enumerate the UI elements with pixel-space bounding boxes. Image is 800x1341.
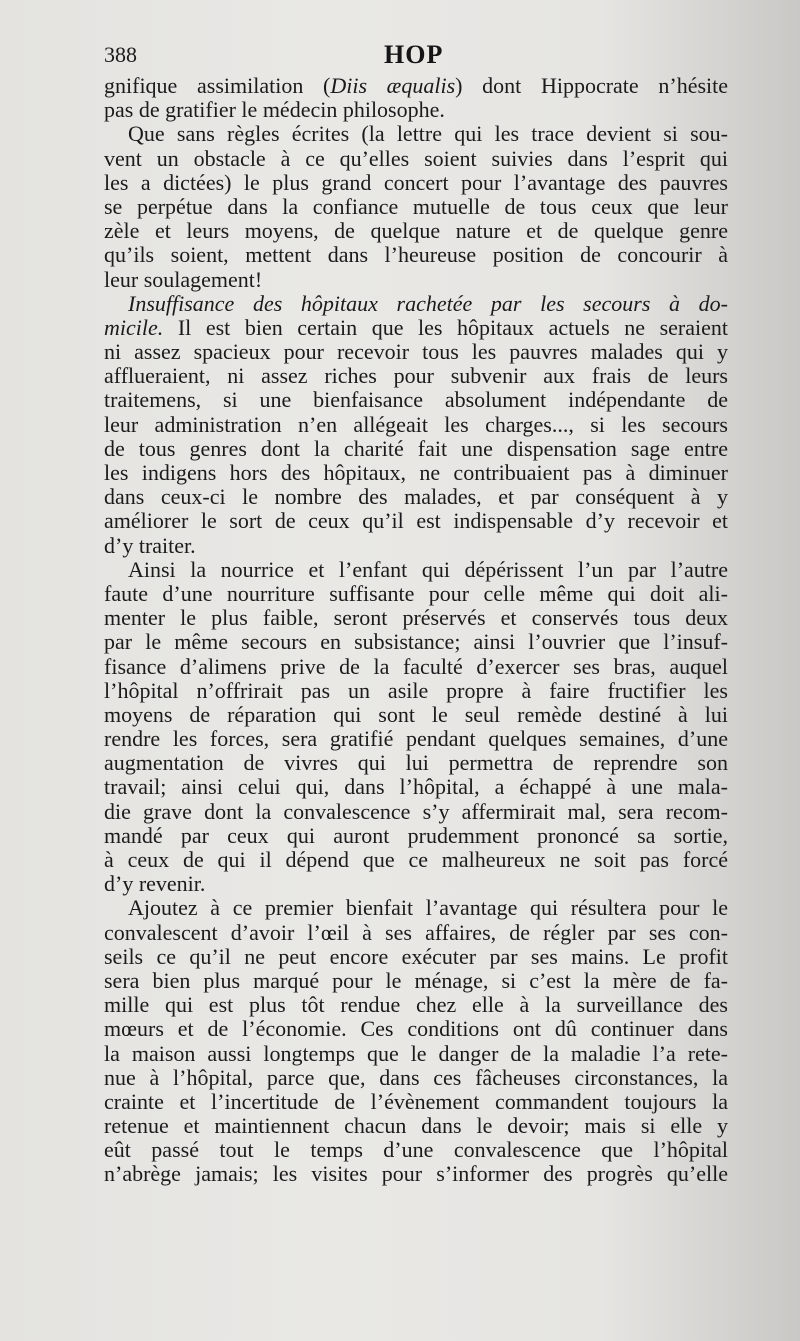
text-line: [104, 1042, 728, 1066]
text-segment: leur administration n’en allégeait les charges..., si les secours: [104, 411, 728, 437]
text-segment: vent un obstacle à ce qu’elles soient suivies dans l’esprit qui: [104, 145, 728, 171]
text-line: [104, 848, 728, 872]
text-line: [104, 509, 728, 533]
text-line: [104, 1114, 728, 1138]
text-segment: moyens de réparation qui sont le seul remède destiné à lui: [104, 701, 728, 727]
text-segment: améliorer le sort de ceux qu’il est indispensable d’y recevoir et: [104, 508, 728, 534]
text-segment: de tous genres dont la charité fait une dispensation sage entre: [104, 435, 728, 461]
text-line: [104, 896, 728, 920]
text-line: [104, 437, 728, 461]
text-line: [104, 1162, 728, 1186]
text-line: [104, 388, 728, 412]
text-segment: rendre les forces, sera gratifié pendant quelques semaines, d’une: [104, 726, 728, 752]
text-line: [104, 775, 728, 799]
text-segment: les a dictées) le plus grand concert pour l’avantage des pauvres: [104, 169, 728, 195]
text-line: [104, 340, 728, 364]
running-head: HOP: [384, 40, 444, 69]
page-number: 388: [104, 42, 137, 67]
text-segment: die grave dont la convalescence s’y affermirait mal, sera recom-: [104, 798, 728, 824]
text-line: [104, 993, 728, 1017]
text-line: [104, 703, 728, 727]
text-line: [104, 461, 728, 485]
text-segment: travail; ainsi celui qui, dans l’hôpital, a échappé à une mala-: [104, 774, 728, 800]
text-line: [104, 872, 728, 896]
text-line: [104, 485, 728, 509]
text-line: [104, 292, 728, 316]
text-segment: nue à l’hôpital, parce que, dans ces fâcheuses circonstances, la: [104, 1064, 728, 1090]
text-line: [104, 1090, 728, 1114]
text-segment: ) dont Hippocrate n’hésite: [455, 73, 729, 98]
text-segment: Il est bien certain que les hôpitaux actuels ne seraient: [163, 314, 728, 340]
text-segment: ni assez spacieux pour recevoir tous les pauvres malades qui y: [104, 339, 728, 365]
text-line: [104, 1017, 728, 1041]
text-segment: gnifique assimilation (: [104, 73, 331, 98]
text-line: [104, 969, 728, 993]
text-line: [104, 534, 728, 558]
text-segment: Ajoutez à ce premier bienfait l’avantage qui résultera pour le: [128, 895, 728, 921]
text-line: [104, 243, 728, 267]
text-segment: les indigens hors des hôpitaux, ne contribuaient pas à diminuer: [104, 460, 728, 485]
text-segment: n’abrège jamais; les visites pour s’informer des progrès qu’elle: [104, 1161, 728, 1187]
text-segment: à ceux de qui il dépend que ce malheureux ne soit pas forcé: [104, 847, 728, 872]
text-line: [104, 147, 728, 171]
text-segment: par le même secours en subsistance; ainsi l’ouvrier que l’insuf-: [104, 629, 728, 655]
text-line: [104, 413, 728, 437]
text-line: [104, 1138, 728, 1162]
text-segment: qu’ils soient, mettent dans l’heureuse position de concourir à: [104, 242, 728, 268]
text-segment: crainte et l’incertitude de l’évènement commandent toujours la: [104, 1088, 728, 1114]
text-segment: afflueraient, ni assez riches pour subvenir aux frais de leurs: [104, 363, 728, 389]
text-segment: menter le plus faible, seront préservés et conservés tous deux: [104, 605, 728, 631]
italic-text: Diis æqualis: [330, 73, 456, 98]
text-line: [104, 630, 728, 654]
text-segment: se perpétue dans la confiance mutuelle de tous ceux que leur: [104, 193, 728, 219]
italic-text: micile.: [104, 314, 164, 340]
text-segment: d’y traiter.: [104, 532, 196, 558]
text-line: [104, 122, 728, 146]
text-line: [104, 727, 728, 751]
text-line: [104, 1066, 728, 1090]
text-segment: mœurs et de l’économie. Ces conditions ont dû continuer dans: [104, 1016, 728, 1042]
text-line: [104, 800, 728, 824]
body-text: [104, 74, 728, 1187]
text-segment: eût passé tout le temps d’une convalescence que l’hôpital: [104, 1137, 728, 1163]
text-segment: d’y revenir.: [104, 871, 206, 897]
text-segment: mandé par ceux qui auront prudemment prononcé sa sortie,: [104, 822, 728, 848]
text-segment: sera bien plus marqué pour le ménage, si c’est la mère de fa-: [104, 967, 728, 993]
text-line: [104, 98, 728, 122]
text-line: [104, 171, 728, 195]
italic-text: Insuffisance des hôpitaux rachetée par les secours à do-: [128, 290, 728, 316]
text-segment: convalescent d’avoir l’œil à ses affaires, de régler par ses con-: [104, 919, 728, 945]
text-segment: leur soulagement!: [104, 266, 263, 292]
text-line: [104, 195, 728, 219]
text-line: [104, 751, 728, 775]
text-segment: l’hôpital n’offrirait pas un asile propre à faire fructifier les: [104, 677, 728, 703]
text-segment: augmentation de vivres qui lui permettra de reprendre son: [104, 750, 728, 776]
text-segment: faute d’une nourriture suffisante pour celle même qui doit ali-: [104, 580, 728, 606]
text-line: [104, 268, 728, 292]
text-segment: pas de gratifier le médecin philosophe.: [104, 97, 445, 123]
text-line: [104, 679, 728, 703]
text-line: [104, 219, 728, 243]
text-segment: mille qui est plus tôt rendue chez elle à la surveillance des: [104, 992, 728, 1018]
text-segment: dans ceux-ci le nombre des malades, et par conséquent à y: [104, 484, 728, 510]
text-line: [104, 655, 728, 679]
text-line: [104, 606, 728, 630]
text-segment: Que sans règles écrites (la lettre qui les trace devient si sou-: [128, 121, 728, 147]
text-segment: zèle et leurs moyens, de quelque nature et de quelque genre: [104, 218, 728, 244]
text-line: [104, 316, 728, 340]
text-line: [104, 364, 728, 388]
text-segment: la maison aussi longtemps que le danger de la maladie l’a rete-: [104, 1040, 728, 1066]
text-line: [104, 921, 728, 945]
text-line: [104, 945, 728, 969]
text-segment: Ainsi la nourrice et l’enfant qui dépérissent l’un par l’autre: [128, 556, 728, 582]
text-segment: fisance d’alimens prive de la faculté d’exercer ses bras, auquel: [104, 653, 728, 679]
text-line: [104, 824, 728, 848]
text-segment: traitemens, si une bienfaisance absolument indépendante de: [104, 387, 728, 413]
text-segment: retenue et maintiennent chacun dans le devoir; mais si elle y: [104, 1113, 728, 1139]
text-line: [104, 582, 728, 606]
text-segment: seils ce qu’il ne peut encore exécuter par ses mains. Le profit: [104, 943, 728, 969]
text-line: [104, 74, 728, 98]
text-line: [104, 558, 728, 582]
